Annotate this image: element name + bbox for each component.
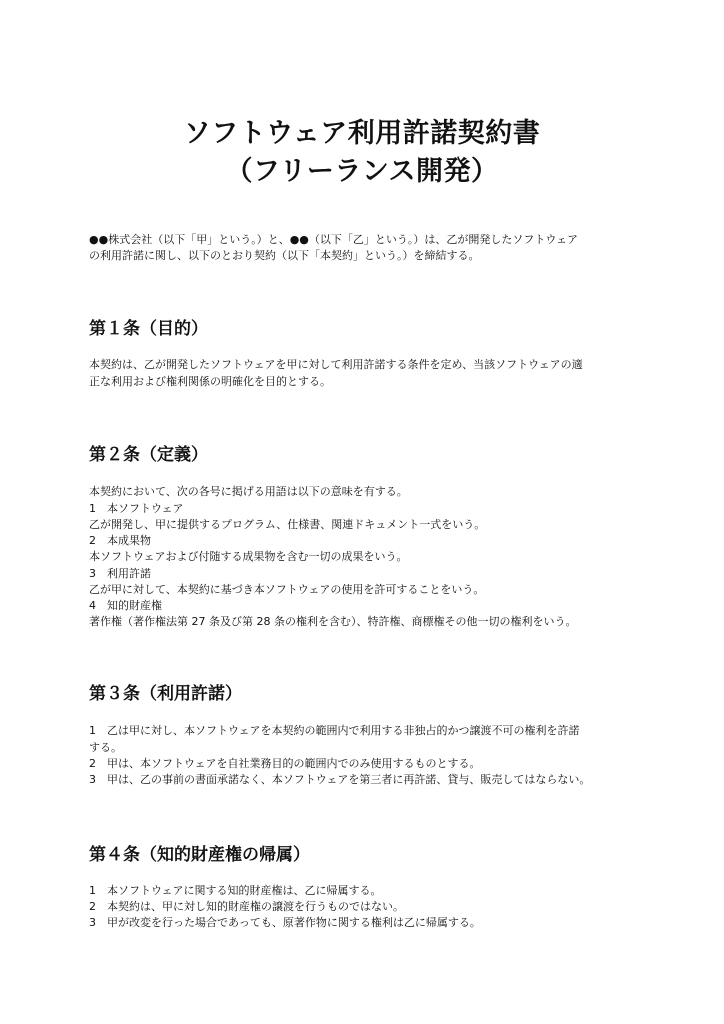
article-4-heading: 第４条（知的財産権の帰属） (89, 845, 310, 865)
article-2-line: 乙が開発し、甲に提供するプログラム、仕様書、関連ドキュメント一式をいう。 (89, 518, 486, 531)
article-2-line: 3 利用許諾 (89, 567, 151, 580)
article-3-heading: 第３条（利用許諾） (89, 684, 242, 704)
article-2-heading: 第２条（定義） (89, 445, 208, 465)
article-1-heading: 第１条（目的） (89, 319, 208, 339)
article-2-line: 乙が甲に対して、本契約に基づき本ソフトウェアの使用を許可することをいう。 (89, 583, 485, 596)
article-3-line: する。 (89, 741, 122, 754)
article-4-line: 2 本契約は、甲に対し知的財産権の譲渡を行うものではない。 (89, 900, 404, 913)
article-2-line: 著作権（著作権法第 27 条及び第 28 条の権利を含む）、特許権、商標権その他一切の権利をいう。 (89, 615, 577, 628)
document-subtitle: （フリーランス開発） (225, 156, 499, 187)
preamble-line: の利用許諾に関し、以下のとおり契約（以下「本契約」という。）を締結する。 (89, 249, 480, 262)
article-1-line: 正な利用および権利関係の明確化を目的とする。 (89, 375, 331, 388)
article-2-line: 本ソフトウェアおよび付随する成果物を含む一切の成果をいう。 (89, 550, 408, 563)
article-1-line: 本契約は、乙が開発したソフトウェアを甲に対して利用許諾する条件を定め、当該ソフトウェアの適 (89, 358, 583, 371)
article-3-line: 1 乙は甲に対し、本ソフトウェアを本契約の範囲内で利用する非独占的かつ譲渡不可の権利を許諾 (89, 724, 580, 737)
article-2-line: 2 本成果物 (89, 534, 151, 547)
article-2-line: 4 知的財産権 (89, 599, 162, 612)
preamble-line: ●●株式会社（以下「甲」という。）と、●●（以下「乙」という。）は、乙が開発したソフトウェア (89, 233, 578, 246)
article-4-line: 1 本ソフトウェアに関する知的財産権は、乙に帰属する。 (89, 884, 382, 897)
article-2-line: 本契約において、次の各号に掲げる用語は以下の意味を有する。 (89, 485, 408, 498)
article-3-line: 3 甲は、乙の事前の書面承諾なく、本ソフトウェアを第三者に再許諾、貸与、販売してはならない。 (89, 773, 591, 786)
article-4-line: 3 甲が改変を行った場合であっても、原著作物に関する権利は乙に帰属する。 (89, 916, 481, 929)
article-3-line: 2 甲は、本ソフトウェアを自社業務目的の範囲内でのみ使用するものとする。 (89, 757, 481, 770)
document-title: ソフトウェア利用許諾契約書 (183, 118, 541, 149)
article-2-line: 1 本ソフトウェア (89, 502, 184, 515)
